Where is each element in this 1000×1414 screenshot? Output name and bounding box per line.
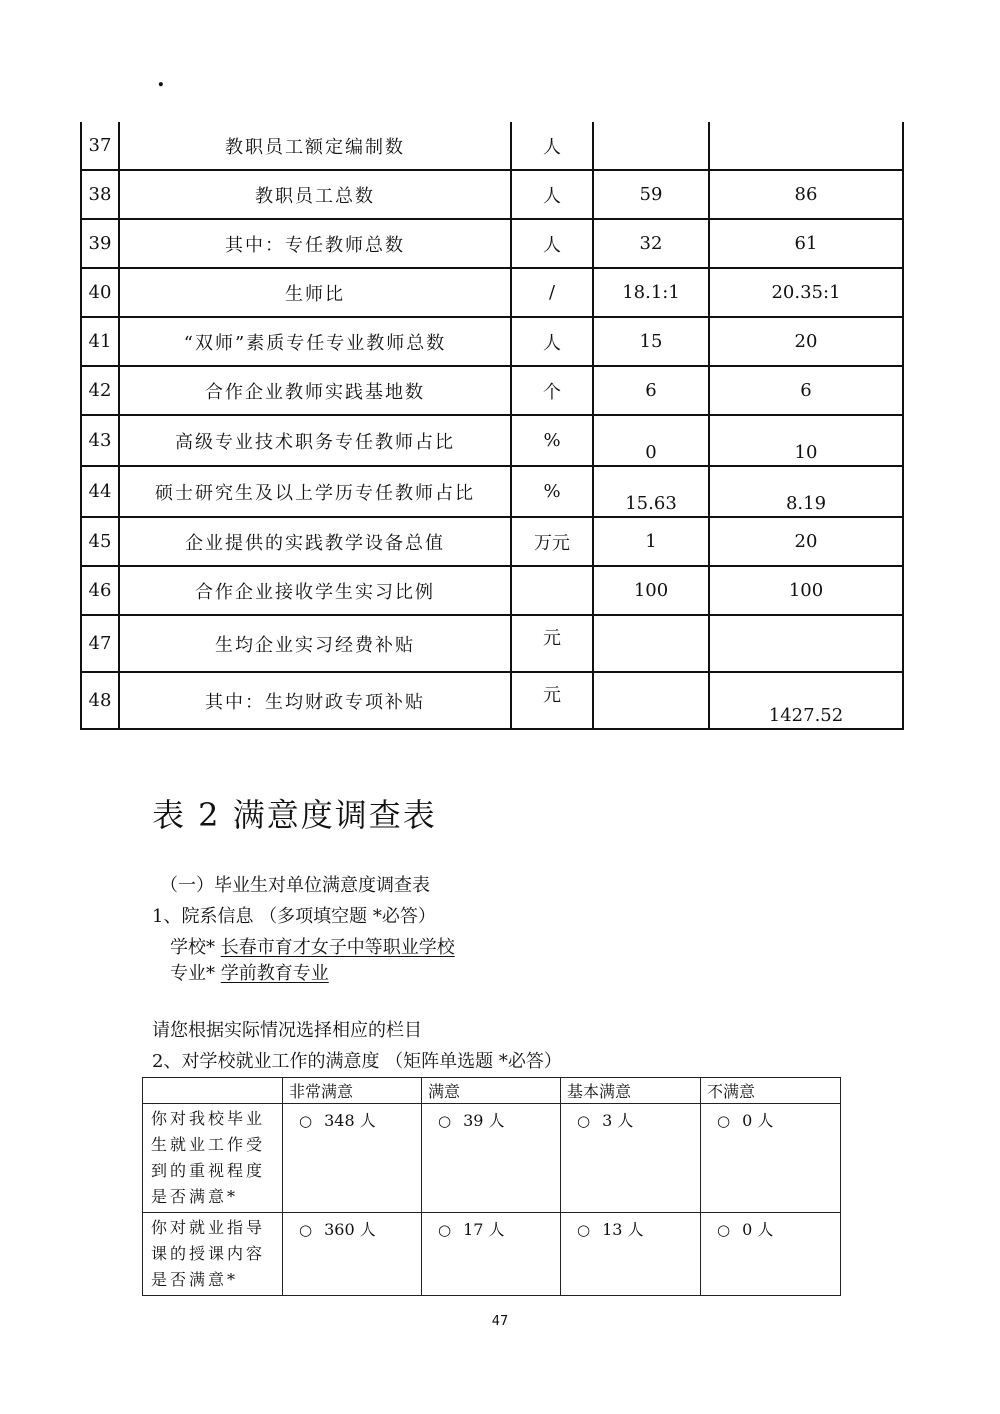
value-2: 8.19: [709, 466, 903, 517]
item-unit: 人: [511, 219, 593, 268]
satisfaction-matrix: [142, 1077, 841, 1296]
value-2: 100: [709, 566, 903, 615]
table-row: [81, 466, 903, 517]
value-1: 32: [593, 219, 709, 268]
option-cell: [422, 1213, 561, 1296]
option-cell: [701, 1104, 841, 1213]
option-count: 0 人: [742, 1220, 774, 1239]
header-satisfied: 满意: [422, 1078, 561, 1104]
value-2: 1427.52: [709, 672, 903, 729]
radio-circle-icon: ○: [577, 1112, 591, 1130]
section-title: 表 2 满意度调查表: [152, 796, 437, 834]
option-count: 348 人: [324, 1111, 376, 1130]
row-number: 44: [81, 466, 119, 517]
question-1-title: 1、院系信息 （多项填空题 *必答）: [152, 906, 436, 927]
option-count: 17 人: [463, 1220, 505, 1239]
table-row: [81, 566, 903, 615]
item-name: 高级专业技术职务专任教师占比: [119, 415, 511, 466]
value-1: 0: [593, 415, 709, 466]
major-label: 专业*: [170, 963, 221, 984]
value-2: 10: [709, 415, 903, 466]
radio-circle-icon: ○: [717, 1221, 731, 1239]
value-1: 18.1:1: [593, 268, 709, 317]
value-1: [593, 615, 709, 672]
value-2: 86: [709, 170, 903, 219]
row-number: 40: [81, 268, 119, 317]
item-name: 硕士研究生及以上学历专任教师占比: [119, 466, 511, 517]
option-cell: [701, 1213, 841, 1296]
item-unit: %: [511, 415, 593, 466]
option-cell: [561, 1104, 701, 1213]
table-row: [81, 122, 903, 170]
item-unit: 万元: [511, 517, 593, 566]
survey-subtitle: （一）毕业生对单位满意度调查表: [160, 875, 430, 896]
option-cell: [283, 1104, 422, 1213]
radio-circle-icon: ○: [438, 1221, 452, 1239]
item-name: “双师”素质专任专业教师总数: [119, 317, 511, 366]
row-number: 37: [81, 122, 119, 170]
row-number: 45: [81, 517, 119, 566]
row-number: 42: [81, 366, 119, 415]
row-number: 41: [81, 317, 119, 366]
page-number: 47: [491, 1314, 509, 1329]
item-name: 企业提供的实践教学设备总值: [119, 517, 511, 566]
option-cell: [561, 1213, 701, 1296]
table-row: [81, 268, 903, 317]
row-number: 47: [81, 615, 119, 672]
instruction-text: 请您根据实际情况选择相应的栏目: [152, 1020, 422, 1041]
option-count: 3 人: [602, 1111, 634, 1130]
table-row: [81, 366, 903, 415]
item-name: 教职员工总数: [119, 170, 511, 219]
row-number: 38: [81, 170, 119, 219]
item-unit: 元: [511, 615, 593, 672]
radio-circle-icon: ○: [577, 1221, 591, 1239]
question-2-title: 2、对学校就业工作的满意度 （矩阵单选题 *必答）: [152, 1051, 562, 1072]
item-unit: 个: [511, 366, 593, 415]
item-unit: 元: [511, 672, 593, 729]
radio-circle-icon: ○: [438, 1112, 452, 1130]
item-unit: 人: [511, 170, 593, 219]
row-number: 39: [81, 219, 119, 268]
radio-circle-icon: ○: [717, 1112, 731, 1130]
value-2: [709, 122, 903, 170]
item-name: 教职员工额定编制数: [119, 122, 511, 170]
option-cell: [422, 1104, 561, 1213]
school-field: [170, 933, 455, 959]
major-field: [170, 959, 329, 985]
value-1: 100: [593, 566, 709, 615]
table-row: [81, 415, 903, 466]
table-row: [81, 317, 903, 366]
value-1: [593, 122, 709, 170]
item-name: 其中：生均财政专项补贴: [119, 672, 511, 729]
table-row: [81, 615, 903, 672]
item-name: 其中：专任教师总数: [119, 219, 511, 268]
item-unit: 人: [511, 317, 593, 366]
value-2: 20: [709, 517, 903, 566]
radio-circle-icon: ○: [299, 1112, 313, 1130]
page-mark: .: [157, 66, 165, 92]
value-2: 20.35:1: [709, 268, 903, 317]
item-unit: [511, 566, 593, 615]
value-2: 6: [709, 366, 903, 415]
matrix-question: 你对我校毕业生就业工作受到的重视程度是否满意*: [143, 1104, 283, 1213]
table-row: [143, 1213, 841, 1296]
value-1: 6: [593, 366, 709, 415]
header-basically-satisfied: 基本满意: [561, 1078, 701, 1104]
table-row: [81, 170, 903, 219]
radio-circle-icon: ○: [299, 1221, 313, 1239]
school-label: 学校*: [170, 937, 221, 958]
item-unit: /: [511, 268, 593, 317]
row-number: 43: [81, 415, 119, 466]
value-1: 59: [593, 170, 709, 219]
value-1: 15: [593, 317, 709, 366]
value-2: 20: [709, 317, 903, 366]
header-blank: [143, 1078, 283, 1104]
header-very-satisfied: 非常满意: [283, 1078, 422, 1104]
option-count: 39 人: [463, 1111, 505, 1130]
row-number: 46: [81, 566, 119, 615]
table-row: [81, 219, 903, 268]
item-name: 生师比: [119, 268, 511, 317]
table-row: [143, 1104, 841, 1213]
item-name: 生均企业实习经费补贴: [119, 615, 511, 672]
item-name: 合作企业教师实践基地数: [119, 366, 511, 415]
value-1: 15.63: [593, 466, 709, 517]
row-number: 48: [81, 672, 119, 729]
item-name: 合作企业接收学生实习比例: [119, 566, 511, 615]
option-cell: [283, 1213, 422, 1296]
table-row: [81, 672, 903, 729]
matrix-question: 你对就业指导课的授课内容是否满意*: [143, 1213, 283, 1296]
table-row: [81, 517, 903, 566]
value-1: 1: [593, 517, 709, 566]
major-value: 学前教育专业: [220, 963, 329, 984]
school-value: 长春市育才女子中等职业学校: [220, 937, 455, 958]
option-count: 360 人: [324, 1220, 376, 1239]
header-not-satisfied: 不满意: [701, 1078, 841, 1104]
value-2: 61: [709, 219, 903, 268]
option-count: 0 人: [742, 1111, 774, 1130]
value-1: [593, 672, 709, 729]
option-count: 13 人: [602, 1220, 644, 1239]
matrix-header: [143, 1078, 841, 1104]
item-unit: 人: [511, 122, 593, 170]
item-unit: %: [511, 466, 593, 517]
value-2: [709, 615, 903, 672]
indicator-table: [80, 122, 904, 730]
